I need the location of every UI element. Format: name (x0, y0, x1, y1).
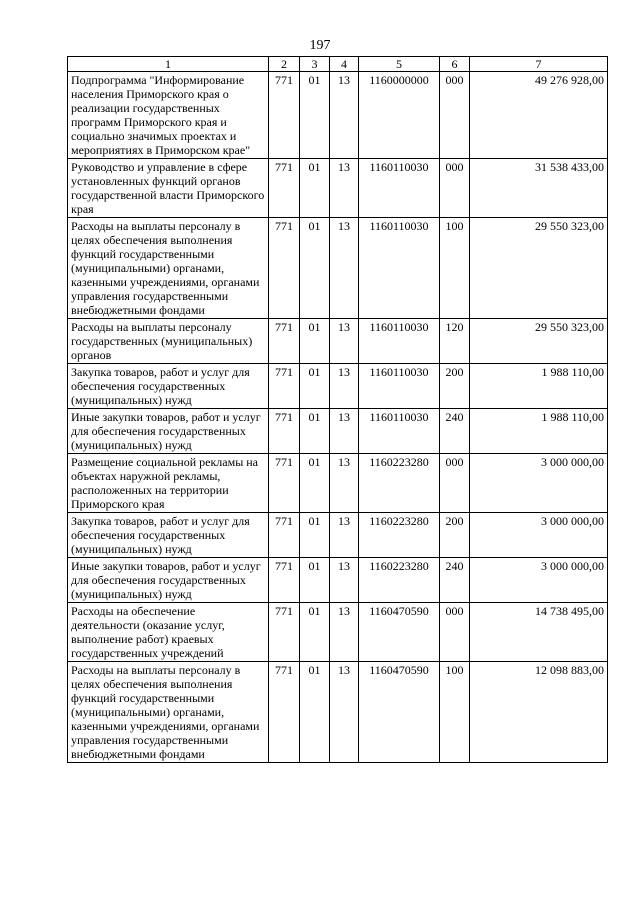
table-row (68, 218, 608, 319)
ministry-code: 771 (269, 603, 300, 662)
table-row (68, 558, 608, 603)
target-article-code: 1160223280 (359, 513, 440, 558)
table-row (68, 409, 608, 454)
row-name: Расходы на выплаты персоналу в целях обеспечения выполнения функций государственными (муниципальными) органами, казенными учреждениями, органами управления государственными внебюджетными фондами (68, 662, 269, 763)
section-code: 01 (300, 364, 330, 409)
row-name: Расходы на обеспечение деятельности (оказание услуг, выполнение работ) краевых государственных учреждений (68, 603, 269, 662)
amount: 31 538 433,00 (470, 159, 608, 218)
subsection-code: 13 (330, 72, 359, 159)
expense-type-code: 200 (440, 513, 470, 558)
ministry-code: 771 (269, 319, 300, 364)
amount: 1 988 110,00 (470, 409, 608, 454)
expense-type-code: 000 (440, 159, 470, 218)
row-name: Иные закупки товаров, работ и услуг для обеспечения государственных (муниципальных) нужд (68, 409, 269, 454)
amount: 3 000 000,00 (470, 513, 608, 558)
column-header: 5 (359, 57, 440, 72)
expense-type-code: 120 (440, 319, 470, 364)
expense-type-code: 000 (440, 603, 470, 662)
row-name: Расходы на выплаты персоналу государственных (муниципальных) органов (68, 319, 269, 364)
table-row (68, 364, 608, 409)
subsection-code: 13 (330, 513, 359, 558)
row-name: Подпрограмма "Информирование населения Приморского края о реализации государственных программ Приморского края и социально значимых проектах и мероприятиях в Приморском крае" (68, 72, 269, 159)
expense-type-code: 200 (440, 364, 470, 409)
expense-type-code: 240 (440, 558, 470, 603)
table-row (68, 603, 608, 662)
target-article-code: 1160000000 (359, 72, 440, 159)
table-row (68, 454, 608, 513)
ministry-code: 771 (269, 454, 300, 513)
row-name: Закупка товаров, работ и услуг для обеспечения государственных (муниципальных) нужд (68, 364, 269, 409)
expense-type-code: 100 (440, 218, 470, 319)
section-code: 01 (300, 558, 330, 603)
amount: 29 550 323,00 (470, 218, 608, 319)
amount: 29 550 323,00 (470, 319, 608, 364)
expense-type-code: 240 (440, 409, 470, 454)
amount: 14 738 495,00 (470, 603, 608, 662)
column-header: 7 (470, 57, 608, 72)
target-article-code: 1160223280 (359, 558, 440, 603)
section-code: 01 (300, 603, 330, 662)
ministry-code: 771 (269, 72, 300, 159)
subsection-code: 13 (330, 454, 359, 513)
table-row (68, 72, 608, 159)
expense-type-code: 000 (440, 454, 470, 513)
section-code: 01 (300, 513, 330, 558)
subsection-code: 13 (330, 159, 359, 218)
target-article-code: 1160110030 (359, 319, 440, 364)
target-article-code: 1160110030 (359, 409, 440, 454)
row-name: Закупка товаров, работ и услуг для обеспечения государственных (муниципальных) нужд (68, 513, 269, 558)
table-row (68, 513, 608, 558)
amount: 3 000 000,00 (470, 454, 608, 513)
target-article-code: 1160110030 (359, 218, 440, 319)
subsection-code: 13 (330, 364, 359, 409)
ministry-code: 771 (269, 364, 300, 409)
ministry-code: 771 (269, 409, 300, 454)
budget-table (67, 56, 608, 763)
amount: 12 098 883,00 (470, 662, 608, 763)
section-code: 01 (300, 72, 330, 159)
subsection-code: 13 (330, 558, 359, 603)
column-header: 6 (440, 57, 470, 72)
table-row (68, 662, 608, 763)
subsection-code: 13 (330, 319, 359, 364)
column-header: 2 (269, 57, 300, 72)
row-name: Иные закупки товаров, работ и услуг для обеспечения государственных (муниципальных) нужд (68, 558, 269, 603)
column-header: 1 (68, 57, 269, 72)
table-row (68, 319, 608, 364)
subsection-code: 13 (330, 218, 359, 319)
section-code: 01 (300, 454, 330, 513)
ministry-code: 771 (269, 218, 300, 319)
row-name: Руководство и управление в сфере установленных функций органов государственной власти Приморского края (68, 159, 269, 218)
ministry-code: 771 (269, 159, 300, 218)
expense-type-code: 000 (440, 72, 470, 159)
subsection-code: 13 (330, 662, 359, 763)
row-name: Размещение социальной рекламы на объектах наружной рекламы, расположенных на территории Приморского края (68, 454, 269, 513)
column-header: 3 (300, 57, 330, 72)
target-article-code: 1160110030 (359, 159, 440, 218)
expense-type-code: 100 (440, 662, 470, 763)
section-code: 01 (300, 218, 330, 319)
section-code: 01 (300, 662, 330, 763)
page-number: 197 (309, 38, 331, 53)
header-row (68, 57, 608, 72)
section-code: 01 (300, 409, 330, 454)
subsection-code: 13 (330, 603, 359, 662)
ministry-code: 771 (269, 662, 300, 763)
section-code: 01 (300, 319, 330, 364)
row-name: Расходы на выплаты персоналу в целях обеспечения выполнения функций государственными (муниципальными) органами, казенными учреждениями, органами управления государственными внебюджетными фондами (68, 218, 269, 319)
subsection-code: 13 (330, 409, 359, 454)
target-article-code: 1160110030 (359, 364, 440, 409)
table-row (68, 159, 608, 218)
amount: 3 000 000,00 (470, 558, 608, 603)
target-article-code: 1160223280 (359, 454, 440, 513)
ministry-code: 771 (269, 513, 300, 558)
target-article-code: 1160470590 (359, 662, 440, 763)
section-code: 01 (300, 159, 330, 218)
column-header: 4 (330, 57, 359, 72)
amount: 1 988 110,00 (470, 364, 608, 409)
target-article-code: 1160470590 (359, 603, 440, 662)
ministry-code: 771 (269, 558, 300, 603)
amount: 49 276 928,00 (470, 72, 608, 159)
